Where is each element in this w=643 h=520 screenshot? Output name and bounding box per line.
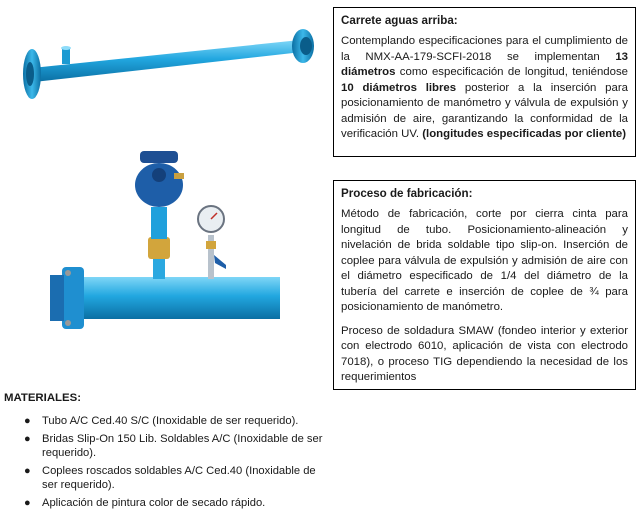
bullet-icon: ●	[24, 415, 31, 427]
spool-pipe-image	[10, 28, 320, 103]
horizontal-pipe	[80, 277, 280, 319]
upstream-spool-title: Carrete aguas arriba:	[341, 14, 458, 27]
list-item: ● Tubo A/C Ced.40 S/C (Inoxidable de ser requerido).	[24, 415, 299, 427]
list-item: ● Aplicación de pintura color de secado rápido.	[24, 496, 266, 509]
right-flange	[292, 29, 314, 63]
bullet-icon: ●	[24, 496, 31, 509]
pressure-gauge	[198, 206, 226, 279]
bullet-icon: ●	[24, 464, 31, 477]
upstream-spool-box	[333, 7, 636, 157]
manufacturing-process-box	[333, 180, 636, 390]
manufacturing-process-title: Proceso de fabricación:	[341, 187, 473, 200]
welding-process-paragraph: Proceso de soldadura SMAW (fondeo interior y exterior con electrodo 6010, aplicación de vista con electrodo 7018), o proceso TIG dependiendo la necesidad de los requerimientos	[341, 324, 628, 383]
upstream-spool-description: Contemplando especificaciones para el cumplimiento de la NMX-AA-179-SCFI-2018 se implementan 13 diámetros como especificación de longitud, teniéndose 10 diámetros libres posterior a la inserción para posicionamiento de manómetro y válvula de expulsión y admisión de aire, garantizando la conformidad de la verificación UV. (longitudes especificadas por cliente)	[341, 35, 628, 140]
air-valve	[135, 151, 184, 279]
list-item: ● Coplees roscados soldables A/C Ced.40 (Inoxidable de ser requerido).	[24, 464, 316, 491]
bullet-icon: ●	[24, 432, 31, 445]
pipe-flange-left	[50, 267, 84, 329]
valve-gauge-assembly-image	[50, 145, 280, 335]
pipe-body	[32, 40, 302, 82]
list-item: ● Bridas Slip-On 150 Lib. Soldables A/C (Inoxidable de ser requerido).	[24, 432, 323, 459]
manufacturing-method-paragraph: Método de fabricación, corte por cierra cinta para longitud de tubo. Posicionamiento-alineación y nivelación de brida soldable tipo slip-on. Inserción de coplee para válvula de expulsión y admisión de aire con el diámetro especificado de 1/4 del diámetro de la tubería del carrete e inserción de coplee de ¾ para posicionamiento de manómetro.	[341, 208, 628, 313]
materials-list	[20, 414, 330, 513]
left-flange	[23, 49, 41, 99]
pipe-stub	[61, 46, 71, 64]
materials-title: MATERIALES:	[4, 392, 81, 404]
